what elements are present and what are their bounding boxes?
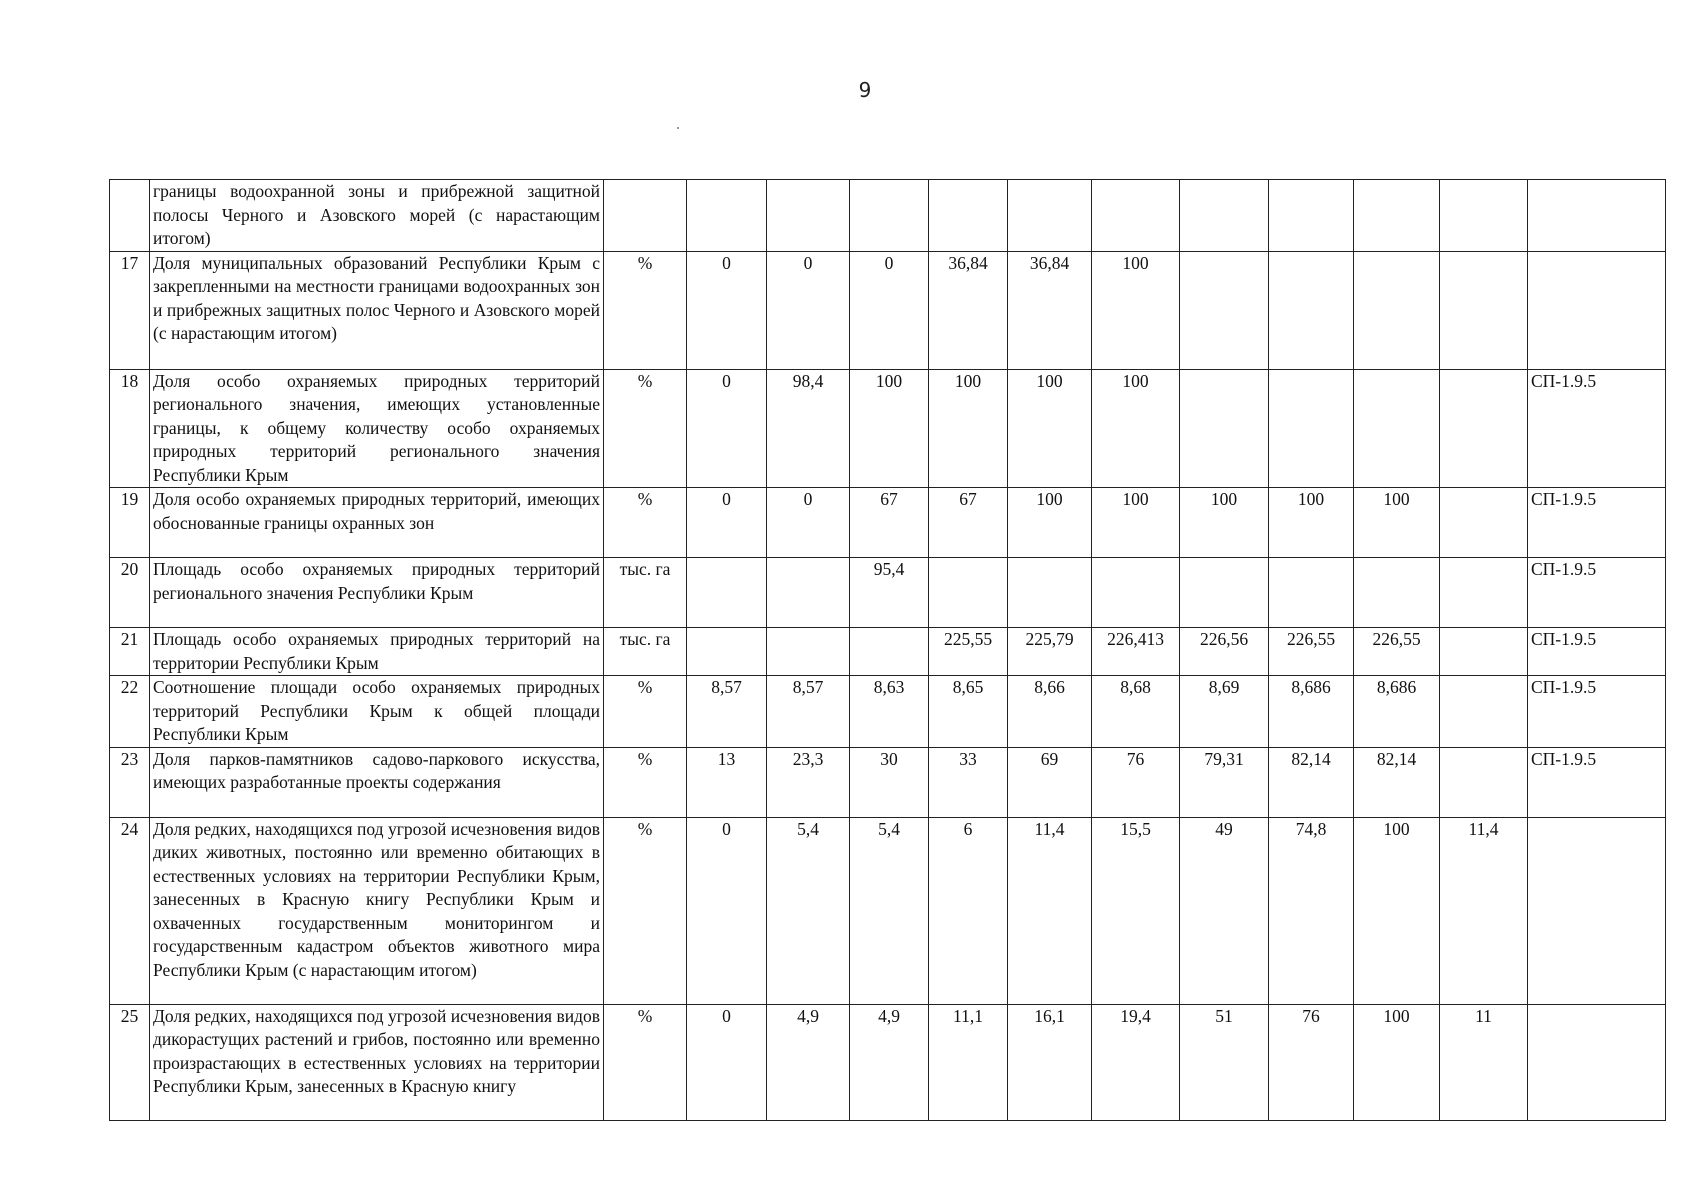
value-cell: 11 [1440, 1004, 1528, 1120]
value-cell [929, 558, 1008, 628]
program-code-cell: СП-1.9.5 [1528, 369, 1666, 488]
unit-cell: % [604, 817, 687, 1004]
value-cell: 11,4 [1440, 817, 1528, 1004]
value-cell [1269, 558, 1354, 628]
program-code-cell [1528, 1004, 1666, 1120]
indicator-description-cell: Площадь особо охраняемых природных территорий на территории Республики Крым [150, 628, 604, 676]
row-number-cell: 22 [110, 676, 150, 748]
table-row [110, 488, 1666, 558]
value-cell: 15,5 [1092, 817, 1180, 1004]
value-cell: 8,57 [767, 676, 850, 748]
value-cell [687, 180, 767, 252]
indicator-description-cell: Доля редких, находящихся под угрозой исчезновения видов диких животных, постоянно или временно обитающих в естественных условиях на территории Республики Крым, занесенных в Красную книгу Республики Крым и охваченных государственным мониторингом и государственным кадастром объектов животного мира Республики Крым (с нарастающим итогом) [150, 817, 604, 1004]
row-number-cell: 18 [110, 369, 150, 488]
value-cell [1180, 251, 1269, 369]
program-code-cell: СП-1.9.5 [1528, 558, 1666, 628]
value-cell: 13 [687, 747, 767, 817]
value-cell: 8,686 [1269, 676, 1354, 748]
unit-cell: % [604, 747, 687, 817]
value-cell [1440, 488, 1528, 558]
value-cell [767, 628, 850, 676]
value-cell [1269, 180, 1354, 252]
value-cell: 8,57 [687, 676, 767, 748]
value-cell: 100 [1092, 488, 1180, 558]
row-number-cell: 21 [110, 628, 150, 676]
value-cell: 16,1 [1008, 1004, 1092, 1120]
indicator-description-cell: Соотношение площади особо охраняемых природных территорий Республики Крым к общей площади Республики Крым [150, 676, 604, 748]
value-cell [1269, 251, 1354, 369]
value-cell: 36,84 [1008, 251, 1092, 369]
table-row [110, 817, 1666, 1004]
value-cell [1269, 369, 1354, 488]
value-cell: 0 [687, 817, 767, 1004]
value-cell: 8,65 [929, 676, 1008, 748]
value-cell: 69 [1008, 747, 1092, 817]
page-number: 9 [858, 78, 872, 102]
value-cell [1354, 369, 1440, 488]
table-row [110, 676, 1666, 748]
value-cell [1440, 747, 1528, 817]
table-row [110, 628, 1666, 676]
program-code-cell: СП-1.9.5 [1528, 676, 1666, 748]
value-cell: 76 [1269, 1004, 1354, 1120]
value-cell [1008, 180, 1092, 252]
value-cell: 226,55 [1354, 628, 1440, 676]
value-cell: 8,686 [1354, 676, 1440, 748]
scan-speck [677, 127, 679, 129]
value-cell: 8,66 [1008, 676, 1092, 748]
value-cell: 19,4 [1092, 1004, 1180, 1120]
unit-cell: % [604, 488, 687, 558]
value-cell: 100 [1354, 488, 1440, 558]
value-cell: 36,84 [929, 251, 1008, 369]
value-cell: 67 [850, 488, 929, 558]
unit-cell: % [604, 369, 687, 488]
value-cell [1180, 558, 1269, 628]
table-row [110, 369, 1666, 488]
value-cell: 30 [850, 747, 929, 817]
table-row [110, 251, 1666, 369]
value-cell: 6 [929, 817, 1008, 1004]
value-cell: 100 [1092, 369, 1180, 488]
value-cell: 0 [850, 251, 929, 369]
table-row [110, 558, 1666, 628]
value-cell [1092, 558, 1180, 628]
table-body [110, 180, 1666, 1121]
value-cell [767, 180, 850, 252]
indicator-description-cell: границы водоохранной зоны и прибрежной защитной полосы Черного и Азовского морей (с нарастающим итогом) [150, 180, 604, 252]
table-row [110, 747, 1666, 817]
value-cell [767, 558, 850, 628]
value-cell: 8,69 [1180, 676, 1269, 748]
value-cell [1354, 558, 1440, 628]
unit-cell [604, 180, 687, 252]
value-cell [687, 628, 767, 676]
row-number-cell [110, 180, 150, 252]
value-cell: 226,413 [1092, 628, 1180, 676]
unit-cell: % [604, 676, 687, 748]
value-cell: 11,4 [1008, 817, 1092, 1004]
value-cell: 5,4 [850, 817, 929, 1004]
value-cell: 225,55 [929, 628, 1008, 676]
value-cell: 100 [1354, 1004, 1440, 1120]
value-cell: 8,68 [1092, 676, 1180, 748]
value-cell: 51 [1180, 1004, 1269, 1120]
value-cell: 79,31 [1180, 747, 1269, 817]
value-cell: 100 [1092, 251, 1180, 369]
value-cell: 33 [929, 747, 1008, 817]
value-cell: 100 [850, 369, 929, 488]
value-cell [1440, 676, 1528, 748]
unit-cell: % [604, 1004, 687, 1120]
program-code-cell: СП-1.9.5 [1528, 628, 1666, 676]
value-cell: 5,4 [767, 817, 850, 1004]
value-cell: 95,4 [850, 558, 929, 628]
value-cell [1092, 180, 1180, 252]
unit-cell: тыс. га [604, 628, 687, 676]
value-cell: 100 [1008, 369, 1092, 488]
value-cell: 100 [1180, 488, 1269, 558]
value-cell [687, 558, 767, 628]
value-cell [929, 180, 1008, 252]
value-cell: 100 [1269, 488, 1354, 558]
indicator-description-cell: Доля особо охраняемых природных территорий, имеющих обоснованные границы охранных зон [150, 488, 604, 558]
unit-cell: % [604, 251, 687, 369]
program-code-cell: СП-1.9.5 [1528, 488, 1666, 558]
row-number-cell: 19 [110, 488, 150, 558]
indicator-description-cell: Доля муниципальных образований Республики Крым с закрепленными на местности границами водоохранных зон и прибрежных защитных полос Черного и Азовского морей (с нарастающим итогом) [150, 251, 604, 369]
value-cell: 226,55 [1269, 628, 1354, 676]
program-code-cell [1528, 180, 1666, 252]
row-number-cell: 25 [110, 1004, 150, 1120]
value-cell: 82,14 [1354, 747, 1440, 817]
value-cell: 0 [687, 1004, 767, 1120]
program-code-cell [1528, 251, 1666, 369]
value-cell [1008, 558, 1092, 628]
value-cell: 4,9 [850, 1004, 929, 1120]
value-cell: 0 [687, 369, 767, 488]
indicator-description-cell: Площадь особо охраняемых природных территорий регионального значения Республики Крым [150, 558, 604, 628]
table-row [110, 180, 1666, 252]
value-cell: 67 [929, 488, 1008, 558]
value-cell [850, 628, 929, 676]
value-cell: 100 [929, 369, 1008, 488]
indicator-description-cell: Доля особо охраняемых природных территорий регионального значения, имеющих установленные границы, к общему количеству особо охраняемых природных территорий регионального значения Республики Крым [150, 369, 604, 488]
indicators-table [109, 179, 1666, 1121]
row-number-cell: 20 [110, 558, 150, 628]
value-cell: 0 [687, 251, 767, 369]
unit-cell: тыс. га [604, 558, 687, 628]
value-cell [1440, 369, 1528, 488]
value-cell [1354, 180, 1440, 252]
value-cell: 0 [767, 488, 850, 558]
value-cell [1180, 369, 1269, 488]
value-cell [1440, 558, 1528, 628]
value-cell: 100 [1354, 817, 1440, 1004]
value-cell: 4,9 [767, 1004, 850, 1120]
table-row [110, 1004, 1666, 1120]
value-cell [1354, 251, 1440, 369]
value-cell: 76 [1092, 747, 1180, 817]
value-cell: 100 [1008, 488, 1092, 558]
value-cell: 98,4 [767, 369, 850, 488]
value-cell [1180, 180, 1269, 252]
row-number-cell: 24 [110, 817, 150, 1004]
value-cell: 82,14 [1269, 747, 1354, 817]
value-cell: 0 [767, 251, 850, 369]
value-cell [850, 180, 929, 252]
indicator-description-cell: Доля парков-памятников садово-паркового искусства, имеющих разработанные проекты содержания [150, 747, 604, 817]
row-number-cell: 17 [110, 251, 150, 369]
program-code-cell: СП-1.9.5 [1528, 747, 1666, 817]
value-cell: 74,8 [1269, 817, 1354, 1004]
value-cell: 23,3 [767, 747, 850, 817]
value-cell [1440, 628, 1528, 676]
program-code-cell [1528, 817, 1666, 1004]
value-cell: 11,1 [929, 1004, 1008, 1120]
value-cell: 49 [1180, 817, 1269, 1004]
value-cell: 226,56 [1180, 628, 1269, 676]
value-cell: 8,63 [850, 676, 929, 748]
value-cell [1440, 251, 1528, 369]
indicator-description-cell: Доля редких, находящихся под угрозой исчезновения видов дикорастущих растений и грибов, постоянно или временно произрастающих в естественных условиях на территории Республики Крым, занесенных в Красную книгу [150, 1004, 604, 1120]
row-number-cell: 23 [110, 747, 150, 817]
value-cell [1440, 180, 1528, 252]
value-cell: 225,79 [1008, 628, 1092, 676]
value-cell: 0 [687, 488, 767, 558]
